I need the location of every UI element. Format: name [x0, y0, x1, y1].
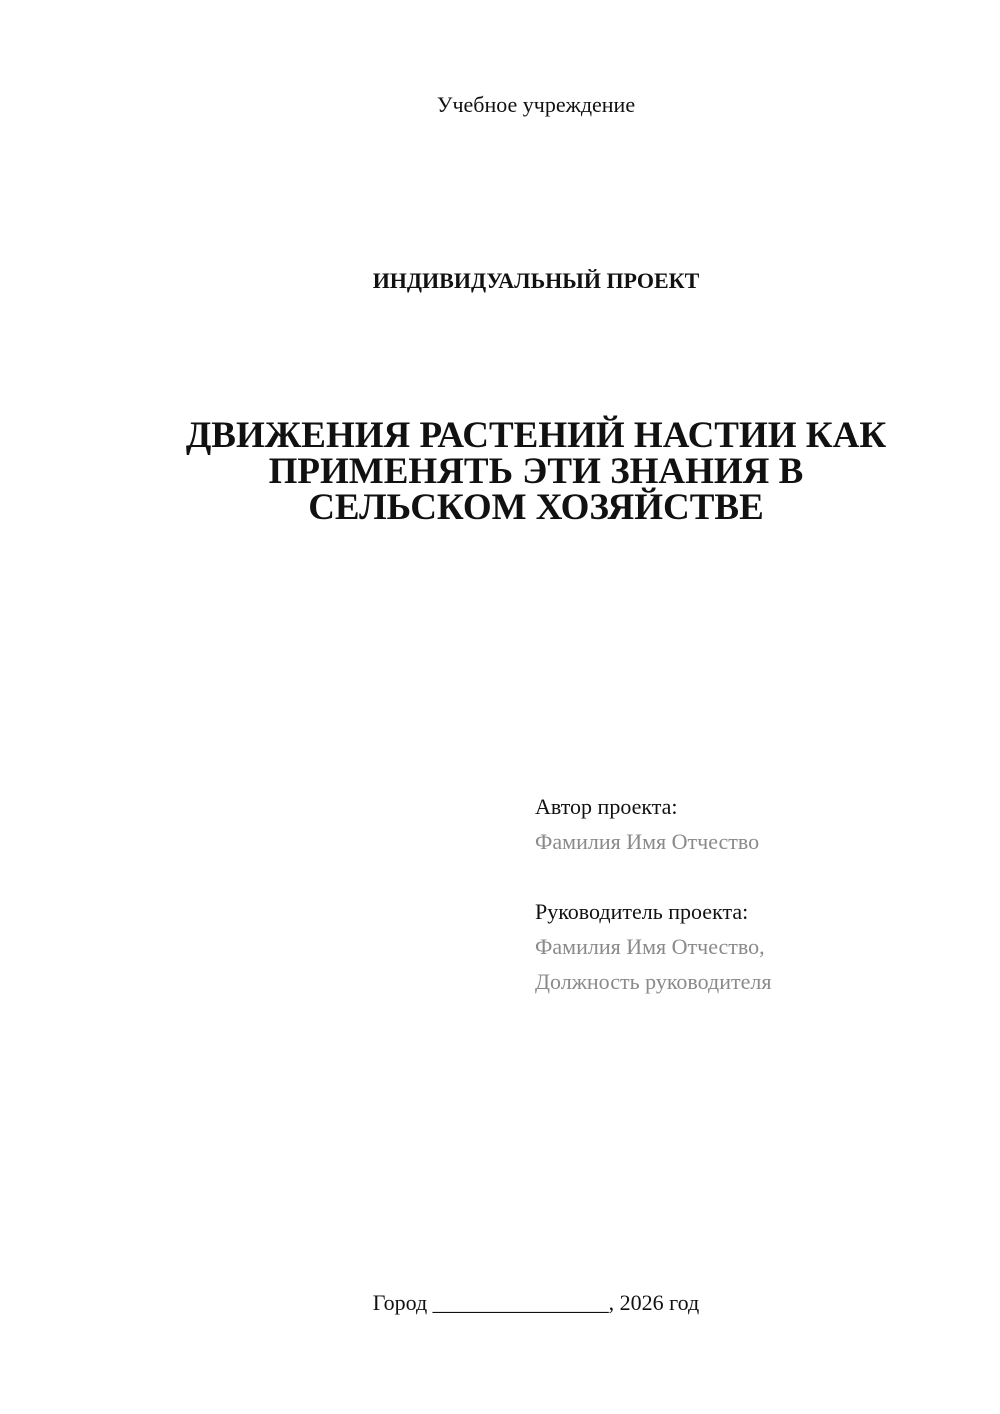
supervisor-label: Руководитель проекта: — [535, 899, 749, 924]
supervisor-position-placeholder: Должность руководителя — [535, 969, 772, 994]
project-title-line: ДВИЖЕНИЯ РАСТЕНИЙ НАСТИИ КАК — [185, 415, 887, 456]
project-title-line: ПРИМЕНЯТЬ ЭТИ ЗНАНИЯ В — [268, 451, 804, 492]
document-type: ИНДИВИДУАЛЬНЫЙ ПРОЕКТ — [372, 268, 700, 293]
city-year-line: Город ________________, 2026 год — [372, 1290, 700, 1315]
supervisor-name-placeholder: Фамилия Имя Отчество, — [535, 934, 765, 959]
authorship-block — [535, 789, 975, 999]
spacer — [535, 859, 975, 894]
institution-name: Учебное учреждение — [436, 92, 636, 117]
project-title-line: СЕЛЬСКОМ ХОЗЯЙСТВЕ — [308, 487, 764, 528]
author-label: Автор проекта: — [535, 794, 678, 819]
project-title — [150, 415, 922, 528]
author-name-placeholder: Фамилия Имя Отчество — [535, 829, 760, 854]
